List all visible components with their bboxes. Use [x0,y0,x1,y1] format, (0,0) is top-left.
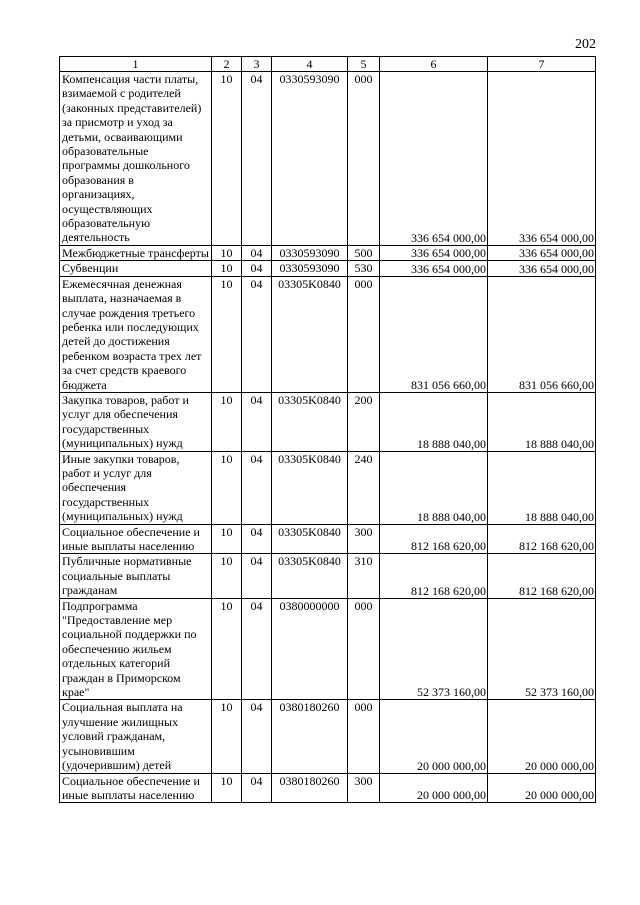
row-section: 10 [212,700,242,773]
row-subsection: 04 [242,773,272,803]
row-amount-7: 812 168 620,00 [488,554,596,598]
table-row [60,276,596,392]
row-amount-6: 336 654 000,00 [380,261,488,276]
budget-table [59,56,596,803]
row-target: 03305K0840 [272,392,348,451]
row-amount-6: 18 888 040,00 [380,392,488,451]
header-col-7: 7 [488,57,596,72]
table-row [60,598,596,700]
table-row [60,392,596,451]
row-name: Иные закупки товаров, работ и услуг для обеспечения государственных (муниципальных) нужд [60,451,212,524]
row-name: Компенсация части платы, взимаемой с родителей (законных представителей) за присмотр и уход за детьми, осваивающими образовательные программы дошкольного образования в организациях, осуществляющих образовательную деятельность [60,72,212,246]
row-section: 10 [212,451,242,524]
row-amount-7: 831 056 660,00 [488,276,596,392]
row-amount-6: 20 000 000,00 [380,773,488,803]
row-section: 10 [212,598,242,700]
row-subsection: 04 [242,598,272,700]
row-section: 10 [212,773,242,803]
row-name: Социальная выплата на улучшение жилищных условий гражданам, усыновившим (удочерившим) детей [60,700,212,773]
row-name: Закупка товаров, работ и услуг для обеспечения государственных (муниципальных) нужд [60,392,212,451]
row-amount-7: 52 373 160,00 [488,598,596,700]
row-type: 200 [348,392,380,451]
row-subsection: 04 [242,276,272,392]
row-section: 10 [212,524,242,554]
row-amount-6: 18 888 040,00 [380,451,488,524]
row-section: 10 [212,245,242,260]
row-target: 0330593090 [272,245,348,260]
row-name: Межбюджетные трансферты [60,245,212,260]
row-type: 000 [348,598,380,700]
row-subsection: 04 [242,524,272,554]
row-target: 0330593090 [272,72,348,246]
row-amount-6: 20 000 000,00 [380,700,488,773]
row-target: 0380180260 [272,773,348,803]
header-col-2: 2 [212,57,242,72]
row-type: 000 [348,72,380,246]
row-amount-7: 336 654 000,00 [488,72,596,246]
row-amount-7: 336 654 000,00 [488,245,596,260]
row-name: Публичные нормативные социальные выплаты гражданам [60,554,212,598]
table-row [60,700,596,773]
row-amount-7: 20 000 000,00 [488,773,596,803]
table-row [60,72,596,246]
table-row [60,261,596,276]
row-name: Подпрограмма "Предоставление мер социальной поддержки по обеспечению жильем отдельных категорий граждан в Приморском крае" [60,598,212,700]
table-row [60,245,596,260]
row-name: Социальное обеспечение и иные выплаты населению [60,773,212,803]
row-type: 300 [348,773,380,803]
row-subsection: 04 [242,245,272,260]
row-type: 240 [348,451,380,524]
row-amount-7: 812 168 620,00 [488,524,596,554]
row-amount-6: 812 168 620,00 [380,554,488,598]
row-name: Ежемесячная денежная выплата, назначаемая в случае рождения третьего ребенка или последующих детей до достижения ребенком возраста трех лет за счет средств краевого бюджета [60,276,212,392]
row-type: 530 [348,261,380,276]
header-col-3: 3 [242,57,272,72]
row-amount-6: 812 168 620,00 [380,524,488,554]
row-type: 000 [348,276,380,392]
row-subsection: 04 [242,261,272,276]
row-amount-6: 336 654 000,00 [380,72,488,246]
row-type: 500 [348,245,380,260]
row-subsection: 04 [242,72,272,246]
row-amount-6: 831 056 660,00 [380,276,488,392]
row-section: 10 [212,72,242,246]
row-amount-7: 18 888 040,00 [488,392,596,451]
row-target: 03305K0840 [272,451,348,524]
row-section: 10 [212,276,242,392]
row-type: 000 [348,700,380,773]
row-subsection: 04 [242,392,272,451]
row-amount-7: 336 654 000,00 [488,261,596,276]
row-amount-7: 18 888 040,00 [488,451,596,524]
row-target: 0330593090 [272,261,348,276]
row-section: 10 [212,554,242,598]
row-subsection: 04 [242,451,272,524]
row-target: 03305K0840 [272,554,348,598]
row-name: Социальное обеспечение и иные выплаты населению [60,524,212,554]
header-row [60,57,596,72]
row-target: 03305K0840 [272,524,348,554]
row-section: 10 [212,392,242,451]
table-row [60,524,596,554]
table-row [60,451,596,524]
header-col-5: 5 [348,57,380,72]
header-col-1: 1 [60,57,212,72]
header-col-4: 4 [272,57,348,72]
row-type: 310 [348,554,380,598]
row-section: 10 [212,261,242,276]
page-number: 202 [575,37,596,52]
row-subsection: 04 [242,700,272,773]
row-subsection: 04 [242,554,272,598]
table-row [60,554,596,598]
row-target: 0380180260 [272,700,348,773]
row-amount-6: 336 654 000,00 [380,245,488,260]
row-amount-6: 52 373 160,00 [380,598,488,700]
header-col-6: 6 [380,57,488,72]
table-row [60,773,596,803]
row-name: Субвенции [60,261,212,276]
row-amount-7: 20 000 000,00 [488,700,596,773]
row-type: 300 [348,524,380,554]
row-target: 03305K0840 [272,276,348,392]
row-target: 0380000000 [272,598,348,700]
